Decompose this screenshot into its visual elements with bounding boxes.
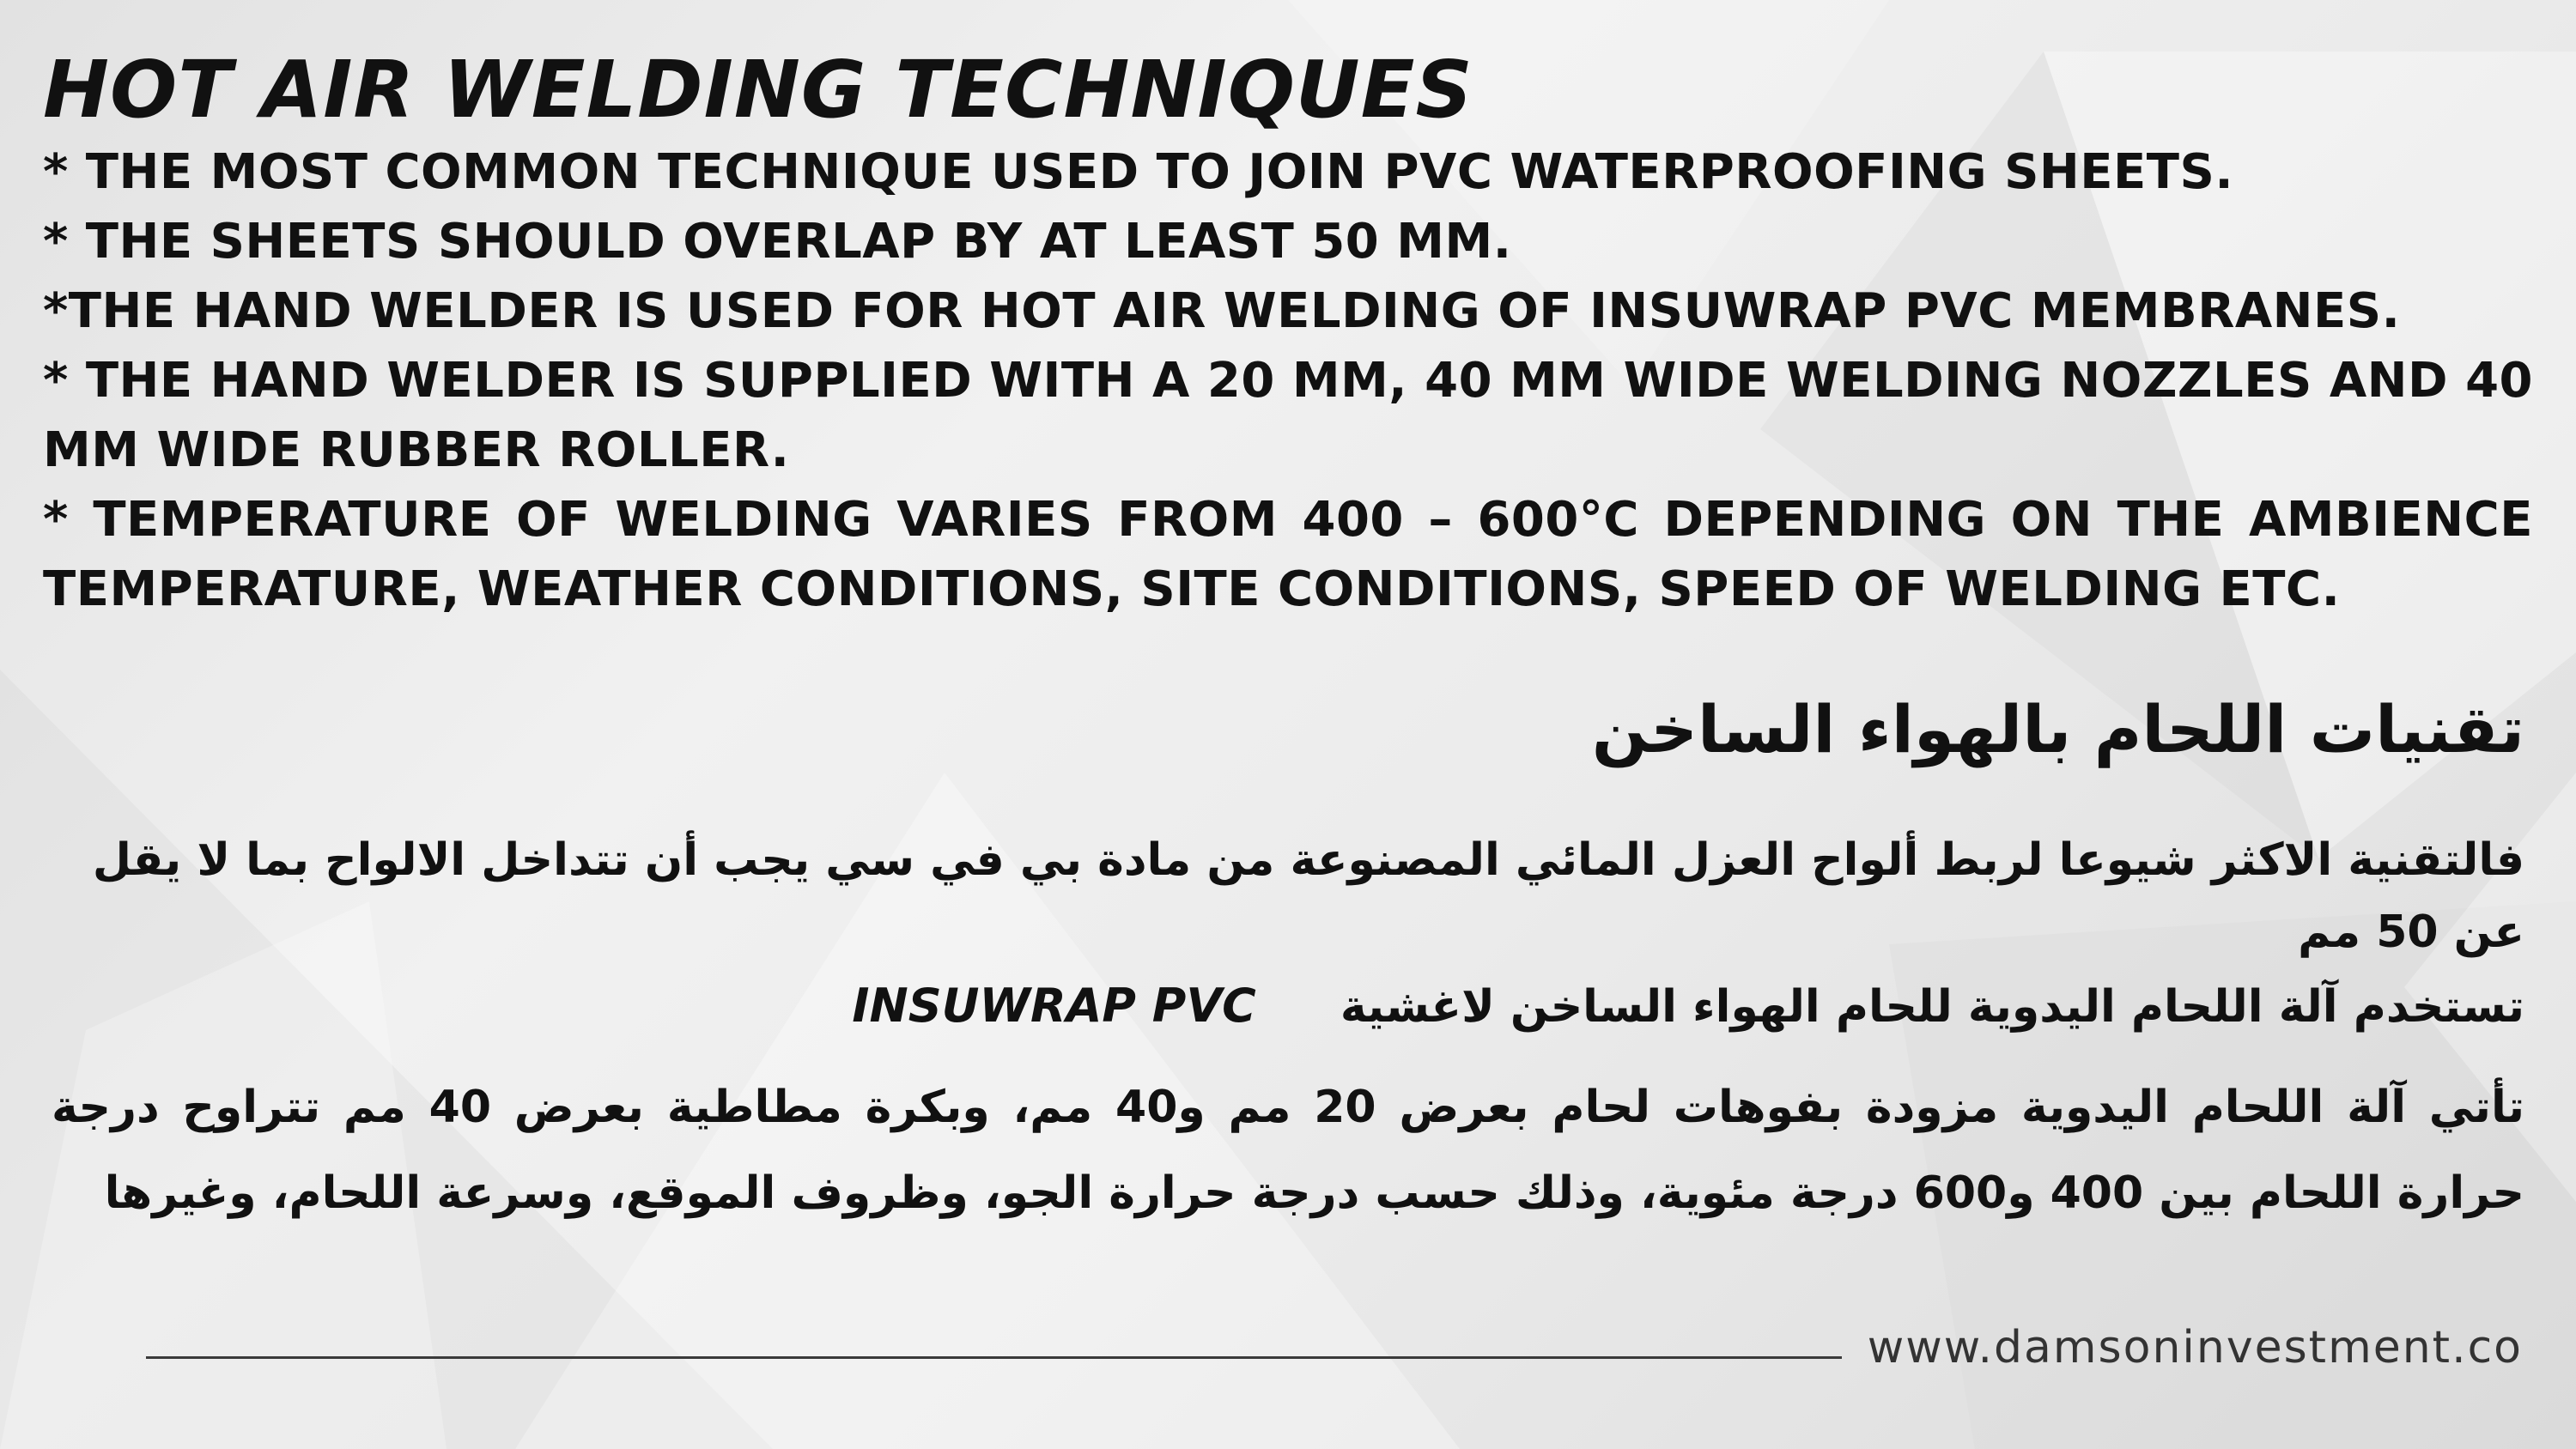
english-bullet: *THE HAND WELDER IS USED FOR HOT AIR WELDING OF INSUWRAP PVC MEMBRANES. xyxy=(43,283,2401,339)
website-url[interactable]: www.damsoninvestment.co xyxy=(1867,1322,2523,1373)
arabic-paragraph-1: فالتقنية الاكثر شيوعا لربط ألواح العزل المائي المصنوعة من مادة بي في سي يجب أن تتداخل الالواح بما لا يقل عن 50 مم xyxy=(92,834,2524,958)
footer-divider xyxy=(146,1356,1842,1359)
english-bullet: * THE MOST COMMON TECHNIQUE USED TO JOIN PVC WATERPROOFING SHEETS. xyxy=(43,144,2234,200)
english-bullet-list xyxy=(43,137,2533,624)
product-name: INSUWRAP PVC xyxy=(852,979,1256,1033)
page-title: HOT AIR WELDING TECHNIQUES xyxy=(43,44,1473,136)
english-section xyxy=(43,43,2533,624)
arabic-title: تقنيات اللحام بالهواء الساخن xyxy=(1591,691,2524,767)
english-bullet: * TEMPERATURE OF WELDING VARIES FROM 400 – 600°C DEPENDING ON THE AMBIENCE TEMPERATURE, WEATHER CONDITIONS, SITE CONDITIONS, SPEED OF WELDING ETC. xyxy=(43,492,2533,617)
arabic-paragraph-2 xyxy=(52,970,2524,1043)
arabic-paragraph-3: تأتي آلة اللحام اليدوية مزودة بفوهات لحام بعرض 20 مم و40 مم، وبكرة مطاطية بعرض 40 مم تتراوح درجة حرارة اللحام بين 400 و600 درجة مئوية، وذلك حسب درجة حرارة الجو، وظروف الموقع، وسرعة اللحام، وغيرها xyxy=(52,1082,2524,1219)
english-bullet: * THE HAND WELDER IS SUPPLIED WITH A 20 MM, 40 MM WIDE WELDING NOZZLES AND 40 MM WIDE RUBBER ROLLER. xyxy=(43,353,2533,478)
arabic-paragraph-2-text: تستخدم آلة اللحام اليدوية للحام الهواء الساخن لاغشية xyxy=(1340,981,2524,1033)
english-bullet: * THE SHEETS SHOULD OVERLAP BY AT LEAST 50 MM. xyxy=(43,214,1512,270)
